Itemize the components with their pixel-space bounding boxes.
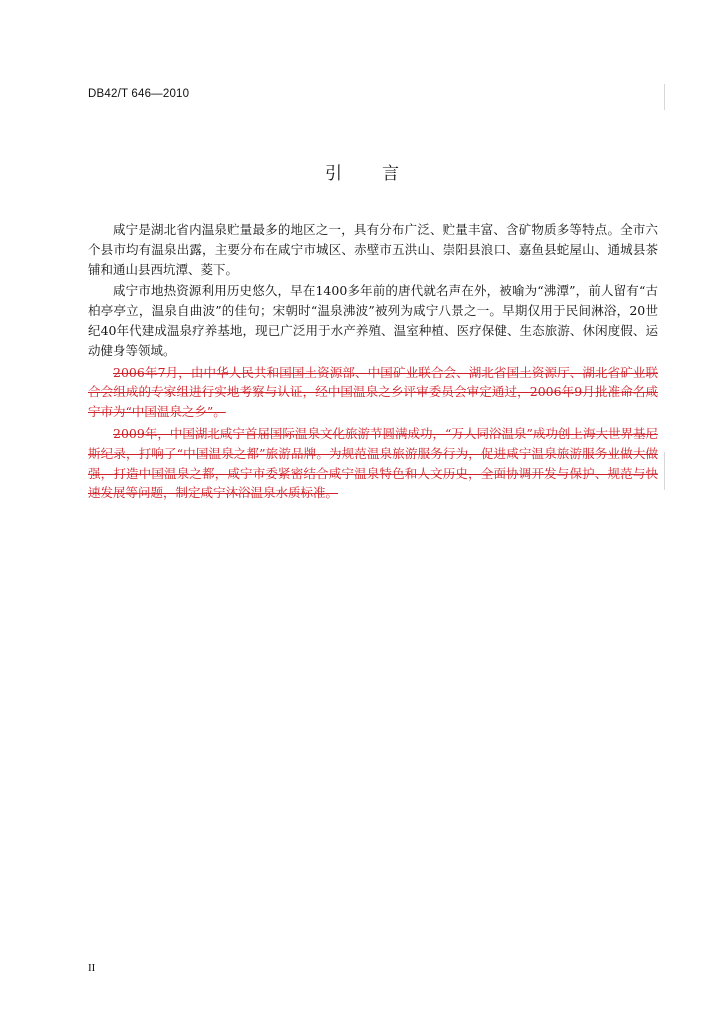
margin-mark-side (664, 452, 665, 490)
section-title (0, 159, 724, 184)
page-number: II (88, 962, 96, 974)
paragraph-history-of-use: 咸宁市地热资源利用历史悠久，早在1400多年前的唐代就名声在外，被喻为“沸潭”，前人留有“古柏亭亭立，温泉自曲波”的佳句；宋朝时“温泉沸波”被列为咸宁八景之一。早期仅用于民间淋浴，20世纪40年代建成温泉疗养基地，现已广泛用于水产养殖、温室种植、医疗保健、生态旅游、休闲度假、运动健身等领域。 (88, 283, 658, 358)
section-title-char-1: 引 (325, 164, 342, 184)
paragraph-hot-spring-reserves: 咸宁是湖北省内温泉贮量最多的地区之一，具有分布广泛、贮量丰富、含矿物质多等特点。全市六个县市均有温泉出露，主要分布在咸宁市城区、赤壁市五洪山、崇阳县浪口、嘉鱼县蛇屋山、通城县茶铺和通山县西坑潭、菱下。 (88, 222, 658, 277)
standard-code: DB42/T 646—2010 (88, 88, 190, 100)
introduction-body (88, 220, 658, 505)
margin-mark-top (664, 84, 665, 110)
section-title-char-2: 言 (382, 164, 399, 184)
paragraph-deleted-festival: 2009年，中国湖北咸宁首届国际温泉文化旅游节圆满成功，“万人同浴温泉”成功创上海大世界基尼斯纪录，打响了“中国温泉之都”旅游品牌。为规范温泉旅游服务行为，促进咸宁温泉旅游服务业做大做强，打造中国温泉之都，咸宁市委紧密结合咸宁温泉特色和人文历史，全面协调开发与保护、规范与快速发展等问题，制定咸宁沐浴温泉水质标准。 (88, 425, 658, 501)
paragraph-deleted-title-award: 2006年7月，由中华人民共和国国土资源部、中国矿业联合会、湖北省国土资源厅、湖北省矿业联合会组成的专家组进行实地考察与认证，经中国温泉之乡评审委员会审定通过，2006年9月批准命名咸宁市为“中国温泉之乡”。 (88, 364, 658, 420)
